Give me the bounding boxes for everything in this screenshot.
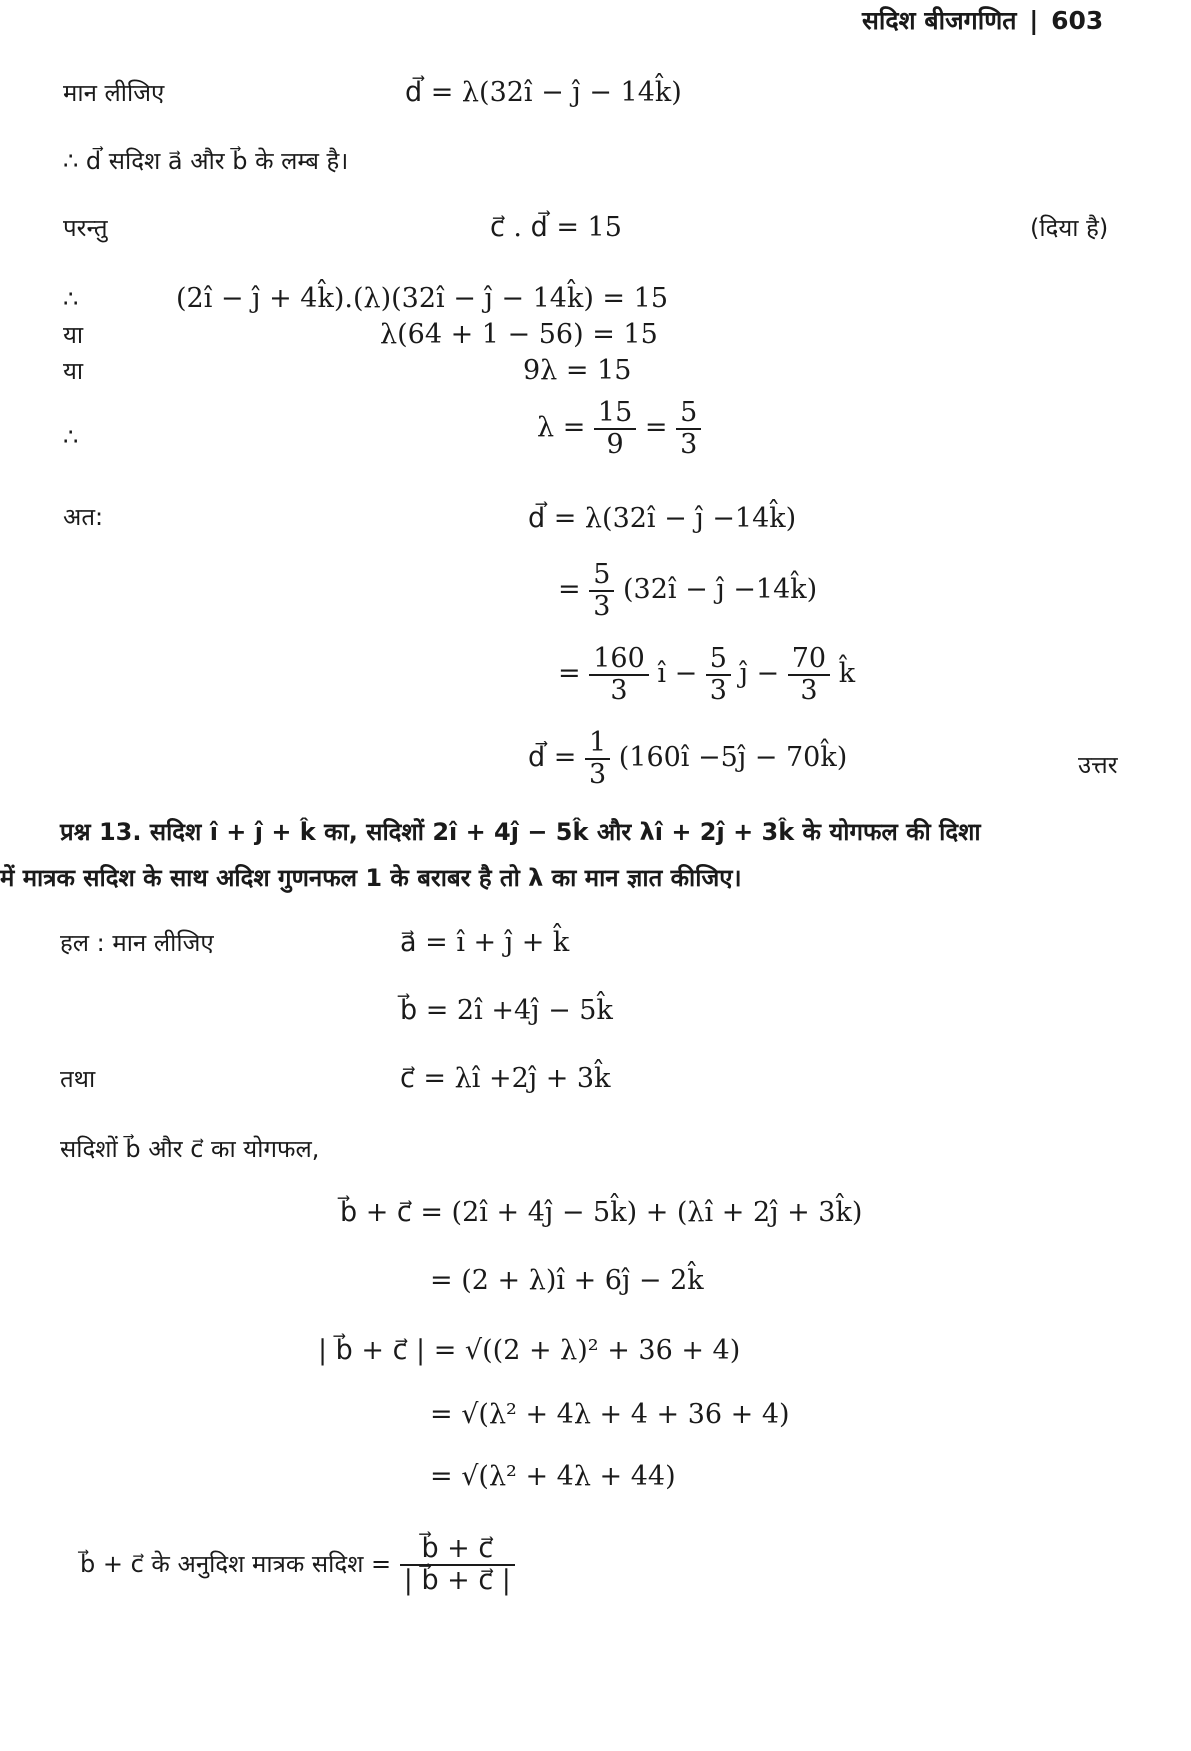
numerator: 70 <box>788 644 830 676</box>
fraction <box>589 560 614 621</box>
step-label: तथा <box>60 1065 96 1093</box>
question-line-2: में मात्रक सदिश के साथ अदिश गुणनफल 1 के बराबर है तो λ का मान ज्ञात कीजिए। <box>0 864 742 892</box>
denominator: 9 <box>606 428 624 460</box>
step-label: या <box>63 357 84 385</box>
step-label: ∴ <box>63 285 79 313</box>
equation: | b⃗ + c⃗ | = √((2 + λ)² + 36 + 4) <box>318 1335 741 1366</box>
step-label: हल : मान लीजिए <box>60 929 214 957</box>
equation: c⃗ . d⃗ = 15 <box>490 212 622 243</box>
text-line: ∴ d⃗ सदिश a⃗ और b⃗ के लम्ब है। <box>63 147 349 175</box>
equation: λ(64 + 1 − 56) = 15 <box>380 319 658 350</box>
equation: d⃗ = λ(32î − ĵ −14k̂) <box>528 503 797 534</box>
unit-vector-term: k̂ <box>838 658 856 690</box>
equation <box>537 398 701 459</box>
eq-prefix: = <box>558 574 581 606</box>
fraction <box>585 728 610 789</box>
equation: c⃗ = λî +2ĵ + 3k̂ <box>400 1063 611 1094</box>
eq-post: (160î −5ĵ − 70k̂) <box>618 742 848 774</box>
fraction <box>706 644 731 705</box>
equation: b⃗ = 2î +4ĵ − 5k̂ <box>400 995 613 1026</box>
numerator: 1 <box>585 728 610 760</box>
equation: 9λ = 15 <box>523 355 632 386</box>
answer-label: उत्तर <box>1078 751 1118 779</box>
numerator: 15 <box>594 398 636 430</box>
page-number: 603 <box>1051 6 1104 35</box>
denominator: 3 <box>593 590 611 622</box>
fraction <box>676 398 701 459</box>
equation: d⃗ = λ(32î − ĵ − 14k̂) <box>405 77 682 108</box>
eq-post: (32î − ĵ −14k̂) <box>623 574 818 606</box>
equation: = √(λ² + 4λ + 4 + 36 + 4) <box>430 1399 790 1430</box>
step-label: परन्तु <box>63 214 108 242</box>
page-header: सदिश बीजगणित | 603 <box>862 6 1104 35</box>
step-label: मान लीजिए <box>63 79 165 107</box>
denominator: 3 <box>709 674 727 706</box>
step-label: या <box>63 321 84 349</box>
text-line: सदिशों b⃗ और c⃗ का योगफल, <box>60 1135 320 1163</box>
eq-prefix: = <box>558 658 581 690</box>
denominator: 3 <box>680 428 698 460</box>
denominator: 3 <box>800 674 818 706</box>
denominator: | b⃗ + c⃗ | <box>403 1564 511 1596</box>
unit-vector-term: ĵ − <box>739 658 780 690</box>
unit-vector-term: î − <box>657 658 698 690</box>
equation: = √(λ² + 4λ + 44) <box>430 1461 676 1492</box>
fraction <box>788 644 830 705</box>
numerator: 160 <box>589 644 649 676</box>
eq-prefix: λ = <box>537 412 586 444</box>
question-line-1: प्रश्न 13. सदिश î + ĵ + k̂ का, सदिशों 2î + 4ĵ − 5k̂ और λî + 2ĵ + 3k̂ के योगफल की दिशा <box>60 818 981 846</box>
eq-prefix: b⃗ + c⃗ के अनुदिश मात्रक सदिश = <box>80 1550 392 1579</box>
numerator: b⃗ + c⃗ <box>400 1534 515 1566</box>
numerator: 5 <box>706 644 731 676</box>
equation <box>558 560 817 621</box>
numerator: 5 <box>676 398 701 430</box>
equation <box>80 1534 515 1595</box>
fraction <box>589 644 649 705</box>
denominator: 3 <box>588 758 607 790</box>
step-label: ∴ <box>63 423 79 451</box>
equation: a⃗ = î + ĵ + k̂ <box>400 927 570 958</box>
chapter-title: सदिश बीजगणित <box>862 6 1017 35</box>
equation: (2î − ĵ + 4k̂).(λ)(32î − ĵ − 14k̂) = 15 <box>176 283 668 314</box>
fraction <box>400 1534 515 1595</box>
equation: = (2 + λ)î + 6ĵ − 2k̂ <box>430 1265 704 1296</box>
numerator: 5 <box>589 560 614 592</box>
eq-mid: = <box>644 412 668 444</box>
side-note: (दिया है) <box>1030 214 1109 242</box>
fraction <box>594 398 636 459</box>
step-label: अत: <box>63 503 104 531</box>
denominator: 3 <box>610 674 628 706</box>
equation <box>558 644 855 705</box>
equation <box>528 728 847 789</box>
eq-prefix: d⃗ = <box>528 742 577 774</box>
equation: b⃗ + c⃗ = (2î + 4ĵ − 5k̂) + (λî + 2ĵ + 3k̂) <box>340 1197 863 1228</box>
